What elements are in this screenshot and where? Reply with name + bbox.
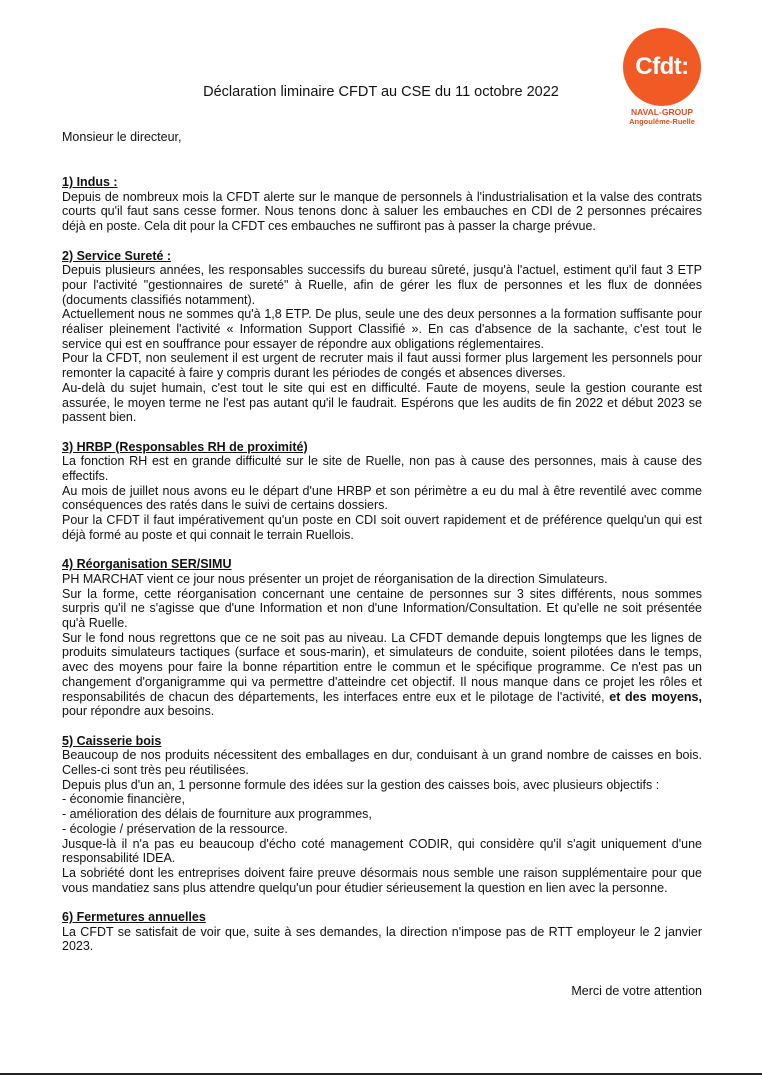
salutation: Monsieur le directeur, — [62, 130, 182, 144]
bold-fragment: et des moyens, — [609, 689, 702, 704]
document-body — [62, 175, 702, 969]
paragraph: PH MARCHAT vient ce jour nous présenter un projet de réorganisation de la direction Simulateurs. — [62, 571, 608, 586]
cfdt-logo — [620, 28, 704, 126]
list-item: - économie financière, — [62, 792, 185, 807]
section-caisserie-bois — [62, 734, 702, 896]
paragraph: Jusque-là il n'a pas eu beaucoup d'écho coté management CODIR, qui considère qu'il s'agit uniquement d'une responsabilité IDEA. — [62, 836, 702, 866]
section-hrbp — [62, 440, 702, 543]
paragraph: Au mois de juillet nous avons eu le départ d'une HRBP et son périmètre a eu du mal à être reventilé avec comme conséquences des ratés dans le suivi de certains dossiers. — [62, 483, 702, 513]
section-reorganisation — [62, 557, 702, 719]
section-title: 6) Fermetures annuelles — [62, 910, 206, 925]
logo-subtitle-location: Angoulême-Ruelle — [629, 117, 695, 126]
paragraph: Pour la CFDT, non seulement il est urgent de recruter mais il faut aussi former plus largement les personnels pour remonter la capacité à faire y compris durant les périodes de congés et absences diverses. — [62, 351, 702, 381]
page-bottom-divider — [0, 1073, 762, 1075]
paragraph: Au-delà du sujet humain, c'est tout le site qui est en difficulté. Faute de moyens, seule la gestion courante est assurée, le moyen terme ne l'est pas autant qu'il le faudrait. Espérons que les audits de fin 2022 et début 2023 se passent bien. — [62, 380, 702, 425]
paragraph: Beaucoup de nos produits nécessitent des emballages en dur, conduisant à un grand nombre de caisses en bois. Celles-ci sont très peu réutilisées. — [62, 748, 702, 778]
section-title: 3) HRBP (Responsables RH de proximité) — [62, 439, 308, 454]
paragraph: La CFDT se satisfait de voir que, suite à ses demandes, la direction n'impose pas de RTT employeur le 2 janvier 2023. — [62, 924, 702, 954]
paragraph: La fonction RH est en grande difficulté sur le site de Ruelle, non pas à cause des personnes, mais à cause des effectifs. — [62, 454, 702, 484]
paragraph: La sobriété dont les entreprises doivent faire preuve désormais nous semble une raison supplémentaire pour que vous mandatiez sans plus attendre quelqu'un pour étudier sérieusement la question en lien avec la personne. — [62, 865, 702, 895]
paragraph: Pour la CFDT il faut impérativement qu'un poste en CDI soit ouvert rapidement et de préférence quelqu'un qui est déjà formé au poste et qui connait le terrain Ruellois. — [62, 513, 702, 542]
section-title: 1) Indus : — [62, 175, 118, 189]
paragraph: Actuellement nous ne sommes qu'à 1,8 ETP. De plus, seule une des deux personnes a la formation suffisante pour réaliser pleinement l'activité « Information Support Classifié ». En cas d'absence de la sachante, c'est tout le service qui est en souffrance pour essayer de répondre aux obligations réglementaires. — [62, 307, 702, 351]
paragraph — [62, 631, 702, 719]
section-indus — [62, 175, 702, 234]
paragraph-text: pour répondre aux besoins. — [62, 704, 215, 719]
section-fermetures-annuelles — [62, 910, 702, 954]
logo-subtitle-naval-group: NAVAL-GROUP — [630, 107, 693, 117]
section-title: 5) Caisserie bois — [62, 733, 162, 748]
section-service-surete — [62, 249, 702, 425]
closing-line: Merci de votre attention — [571, 984, 702, 998]
list-item: - écologie / préservation de la ressource. — [62, 821, 288, 836]
section-title: 2) Service Sureté : — [62, 248, 172, 263]
paragraph: Depuis plus d'un an, 1 personne formule des idées sur la gestion des caisses bois, avec plusieurs objectifs : — [62, 777, 660, 792]
document-title: Déclaration liminaire CFDT au CSE du 11 octobre 2022 — [203, 84, 559, 100]
paragraph: Depuis plusieurs années, les responsables successifs du bureau sûreté, jusqu'à l'actuel, estiment qu'il faut 3 ETP pour l'activité "gestionnaires de sureté" à Ruelle, afin de gérer les flux de personnes et les flux de données (documents classifiés notamment). — [62, 263, 702, 307]
paragraph-text: Sur le fond nous regrettons que ce ne soit pas au niveau. La CFDT demande depuis longtemps que les lignes de produits simulateurs tactiques (surface et sous-marin), et simulateurs de conduite, soient pilotées dans le temps, avec des moyens pour faire la bonne répartition entre le commun et le spécifique programme. Ce n'est pas un changement d'organigramme qui va permettre d'atteindre cet objectif. Il nous manque dans ce projet les rôles et responsabilités de chacun des départements, les interfaces entre eux et le pilotage de l'activité, — [62, 630, 702, 704]
section-title: 4) Réorganisation SER/SIMU — [62, 557, 232, 572]
paragraph: Sur la forme, cette réorganisation concernant une centaine de personnes sur 3 sites différents, nous sommes surpris qu'il ne s'agisse que d'une Information et non d'une Information/Consultation. Et qu'elle ne soit présentée qu'à Ruelle. — [62, 586, 702, 631]
cfdt-logo-mark: Cfdt: — [623, 28, 701, 106]
paragraph: Depuis de nombreux mois la CFDT alerte sur le manque de personnels à l'industrialisation et la valse des contrats courts qu'il faut sans cesse former. Nous tenons donc à saluer les embauches en CDI de 2 personnes précaires déjà en poste. Cela dit pour la CFDT ces embauches ne suffiront pas à passer la charge prévue. — [62, 189, 702, 234]
list-item: - amélioration des délais de fourniture aux programmes, — [62, 807, 372, 822]
